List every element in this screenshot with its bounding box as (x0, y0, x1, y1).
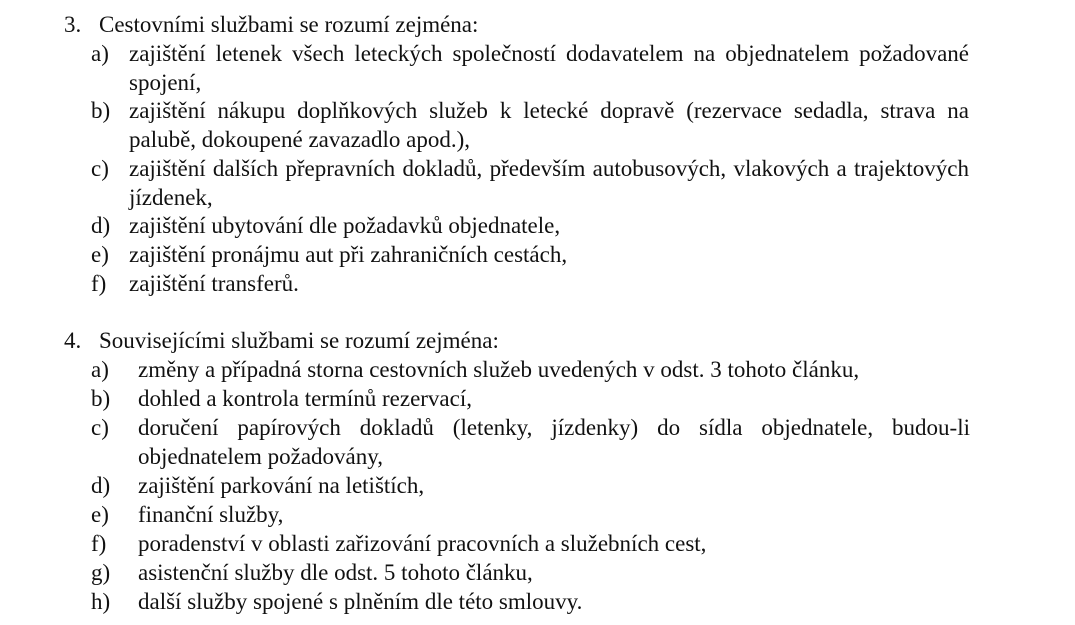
section-title: Cestovními službami se rozumí zejména: (99, 12, 479, 37)
item-letter: f) (91, 271, 107, 296)
item-text: zajištění transferů. (129, 271, 299, 296)
item-text: dohled a kontrola termínů rezervací, (138, 386, 472, 411)
section-number: 3. (64, 12, 82, 37)
item-letter: c) (91, 156, 109, 181)
item-text: zajištění pronájmu aut při zahraničních cestách, (129, 242, 568, 267)
item-letter: c) (91, 415, 109, 440)
item-letter: b) (91, 386, 111, 411)
item-letter: a) (91, 41, 109, 66)
item-text: další služby spojené s plněním dle této smlouvy. (138, 589, 583, 614)
item-text: zajištění ubytování dle požadavků objednatele, (129, 213, 561, 238)
item-text: změny a případná storna cestovních služeb uvedených v odst. 3 tohoto článku, (138, 357, 860, 382)
section-number: 4. (64, 328, 82, 353)
item-letter: a) (91, 357, 109, 382)
item-text: zajištění dalších přepravních dokladů, především autobusových, vlakových a trajektových jízdenek, (129, 156, 969, 210)
item-text: poradenství v oblasti zařizování pracovních a služebních cest, (138, 531, 707, 556)
item-text: asistenční služby dle odst. 5 tohoto článku, (138, 560, 533, 585)
item-text: finanční služby, (138, 502, 284, 527)
item-letter: d) (91, 213, 111, 238)
item-text: zajištění nákupu doplňkových služeb k letecké dopravě (rezervace sedadla, strava na palubě, dokoupené zavazadlo apod.), (129, 98, 969, 152)
item-letter: f) (91, 531, 107, 556)
item-text: zajištění parkování na letištích, (138, 473, 425, 498)
item-text: doručení papírových dokladů (letenky, jízdenky) do sídla objednatele, budou-li objednatelem požadovány, (138, 415, 970, 469)
item-letter: d) (91, 473, 111, 498)
section-title: Souvisejícími službami se rozumí zejména: (99, 328, 499, 353)
item-letter: b) (91, 98, 111, 123)
item-letter: e) (91, 502, 109, 527)
item-text: zajištění letenek všech leteckých společností dodavatelem na objednatelem požadované spojení, (129, 41, 969, 95)
item-letter: h) (91, 589, 111, 614)
item-letter: g) (91, 560, 111, 585)
item-letter: e) (91, 242, 109, 267)
